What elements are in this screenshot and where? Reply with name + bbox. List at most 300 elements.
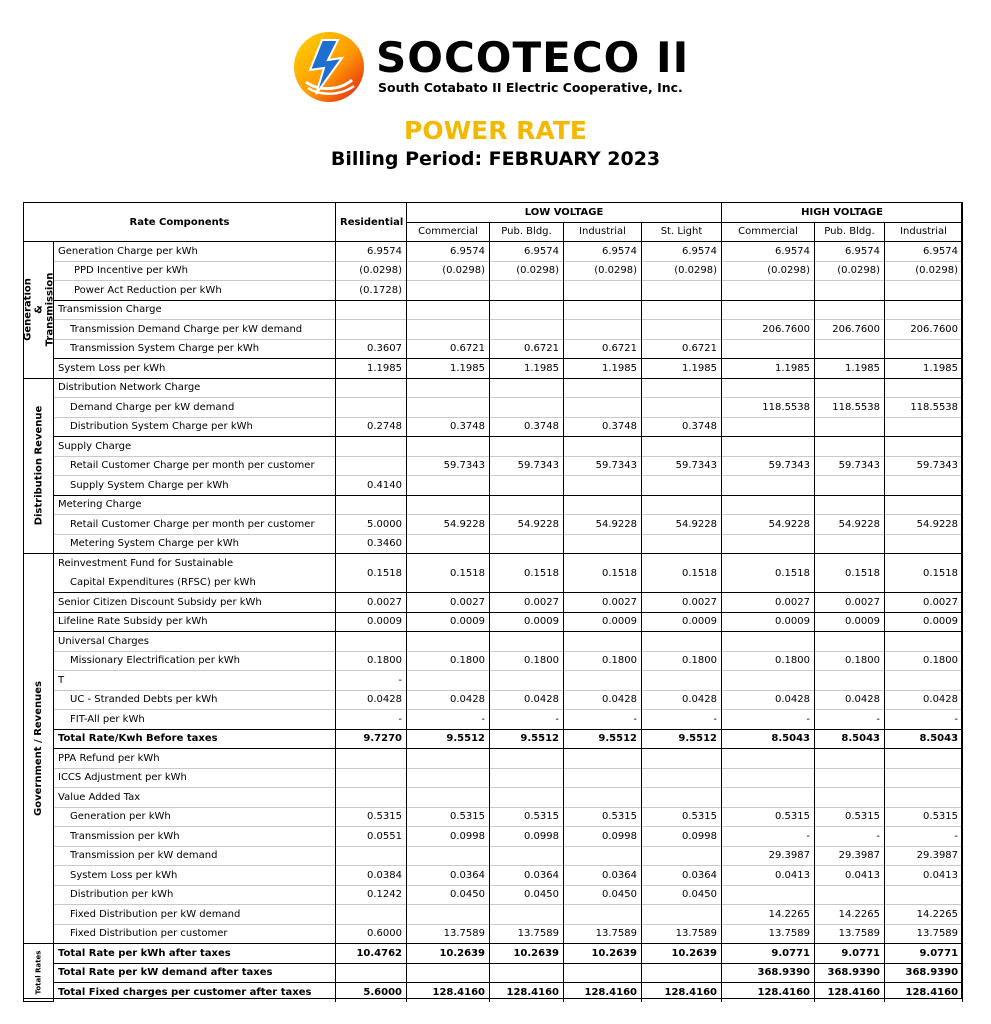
- rate-value: [885, 671, 963, 691]
- rate-value: [815, 437, 885, 457]
- rate-value: [815, 534, 885, 554]
- rate-value: -: [722, 827, 815, 847]
- rate-value: 0.1518: [336, 554, 407, 593]
- rate-value: 8.5043: [722, 729, 815, 749]
- rate-value: 0.5315: [490, 807, 564, 827]
- rate-value: 0.0428: [336, 690, 407, 710]
- rate-value: [336, 749, 407, 769]
- rate-value: [815, 300, 885, 320]
- rate-value: 6.9574: [885, 242, 963, 262]
- rate-value: 0.5315: [815, 807, 885, 827]
- row-label: T: [54, 671, 336, 691]
- rate-value: 9.5512: [564, 729, 642, 749]
- rate-value: 206.7600: [815, 320, 885, 340]
- billing-period: Billing Period: FEBRUARY 2023: [330, 148, 661, 170]
- rate-value: [336, 456, 407, 476]
- rate-value: [407, 534, 490, 554]
- rate-value: (0.1728): [336, 281, 407, 301]
- rate-value: 13.7589: [564, 924, 642, 944]
- rate-value: [407, 320, 490, 340]
- rate-value: 0.1800: [336, 651, 407, 671]
- col-rate-components: Rate Components: [24, 203, 336, 242]
- table-row: [24, 788, 963, 808]
- row-label: Transmission per kWh: [54, 827, 336, 847]
- row-label: Universal Charges: [54, 632, 336, 652]
- rate-value: 128.4160: [564, 983, 642, 1002]
- rate-value: [642, 320, 722, 340]
- rate-value: 0.0009: [642, 612, 722, 632]
- rate-value: 13.7589: [722, 924, 815, 944]
- rate-value: 6.9574: [815, 242, 885, 262]
- rate-value: [564, 300, 642, 320]
- rate-value: -: [407, 710, 490, 730]
- rate-value: [407, 300, 490, 320]
- group-label-text: Government / Revenues: [33, 681, 44, 816]
- table-row: [24, 710, 963, 730]
- row-label: [54, 554, 336, 593]
- rate-value: [722, 476, 815, 496]
- rate-value: [336, 788, 407, 808]
- rate-value: 118.5538: [815, 398, 885, 418]
- rate-value: [336, 495, 407, 515]
- table-row: [24, 456, 963, 476]
- rate-value: [642, 788, 722, 808]
- rate-value: 59.7343: [490, 456, 564, 476]
- rate-value: 128.4160: [642, 983, 722, 1002]
- rate-value: -: [336, 710, 407, 730]
- rate-value: 0.0009: [564, 612, 642, 632]
- rate-value: [407, 768, 490, 788]
- rate-value: 0.3748: [490, 417, 564, 437]
- rate-value: [885, 300, 963, 320]
- rate-value: 9.0771: [885, 944, 963, 964]
- rate-value: [722, 749, 815, 769]
- rate-value: [642, 768, 722, 788]
- table-row: [24, 671, 963, 691]
- brand-subtitle: South Cotabato II Electric Cooperative, Inc.: [378, 80, 683, 95]
- rate-value: [490, 963, 564, 983]
- rate-value: 368.9390: [815, 963, 885, 983]
- rate-value: 1.1985: [490, 359, 564, 379]
- rate-value: [490, 437, 564, 457]
- rate-value: 9.7270: [336, 729, 407, 749]
- rate-value: 0.0413: [815, 866, 885, 886]
- table-row: [24, 827, 963, 847]
- rate-value: 9.5512: [407, 729, 490, 749]
- document-header: [0, 0, 991, 200]
- group-label-dist: [24, 378, 54, 554]
- table-row: [24, 593, 963, 613]
- rate-value: [336, 905, 407, 925]
- table-row: [24, 768, 963, 788]
- col-hv-industrial: Industrial: [885, 222, 963, 242]
- rate-value: (0.0298): [885, 261, 963, 281]
- rate-value: 0.0998: [490, 827, 564, 847]
- rate-value: 9.0771: [815, 944, 885, 964]
- rate-value: 0.0027: [722, 593, 815, 613]
- rate-value: -: [490, 710, 564, 730]
- rate-value: [815, 495, 885, 515]
- rate-value: 0.1800: [722, 651, 815, 671]
- rate-value: -: [642, 710, 722, 730]
- table-row: [24, 378, 963, 398]
- row-label: Power Act Reduction per kWh: [54, 281, 336, 301]
- rate-value: [564, 534, 642, 554]
- rate-value: [885, 768, 963, 788]
- row-label: Missionary Electrification per kWh: [54, 651, 336, 671]
- row-label: Fixed Distribution per customer: [54, 924, 336, 944]
- row-label: Retail Customer Charge per month per customer: [54, 456, 336, 476]
- rate-value: [815, 417, 885, 437]
- rate-value: 1.1985: [407, 359, 490, 379]
- rate-value: [885, 534, 963, 554]
- table-row: [24, 632, 963, 652]
- rate-value: [885, 281, 963, 301]
- rate-value: [815, 378, 885, 398]
- rate-value: 0.0009: [490, 612, 564, 632]
- rate-value: [642, 749, 722, 769]
- rate-value: 0.1518: [642, 554, 722, 593]
- rate-value: 1.1985: [564, 359, 642, 379]
- rate-value: 1.1985: [815, 359, 885, 379]
- rate-value: 54.9228: [490, 515, 564, 535]
- rate-value: 206.7600: [722, 320, 815, 340]
- rate-value: 118.5538: [722, 398, 815, 418]
- rate-value: 0.0998: [642, 827, 722, 847]
- rate-value: 13.7589: [407, 924, 490, 944]
- rate-value: 29.3987: [815, 846, 885, 866]
- table-row: [24, 300, 963, 320]
- rate-value: [564, 846, 642, 866]
- rate-value: 0.6721: [642, 339, 722, 359]
- rate-value: (0.0298): [564, 261, 642, 281]
- rate-value: 0.3748: [407, 417, 490, 437]
- table-row: [24, 476, 963, 496]
- rate-value: [407, 905, 490, 925]
- rate-value: 59.7343: [642, 456, 722, 476]
- rate-value: [564, 281, 642, 301]
- rate-value: 0.0428: [564, 690, 642, 710]
- rate-value: 54.9228: [642, 515, 722, 535]
- rate-value: 13.7589: [885, 924, 963, 944]
- rate-value: 29.3987: [722, 846, 815, 866]
- rate-value: [564, 963, 642, 983]
- rate-value: 1.1985: [885, 359, 963, 379]
- rate-value: 0.3607: [336, 339, 407, 359]
- rate-value: 59.7343: [564, 456, 642, 476]
- rate-value: 0.5315: [722, 807, 815, 827]
- rate-value: [642, 398, 722, 418]
- rate-value: 9.5512: [490, 729, 564, 749]
- rate-value: (0.0298): [336, 261, 407, 281]
- rate-value: 0.0009: [722, 612, 815, 632]
- col-lv-pub-bldg: Pub. Bldg.: [490, 222, 564, 242]
- rate-value: [642, 963, 722, 983]
- table-row: [24, 534, 963, 554]
- rate-value: [336, 398, 407, 418]
- rate-value: 0.4140: [336, 476, 407, 496]
- rate-value: 0.0450: [564, 885, 642, 905]
- row-label: System Loss per kWh: [54, 866, 336, 886]
- row-label: Metering System Charge per kWh: [54, 534, 336, 554]
- rate-value: 0.3748: [642, 417, 722, 437]
- rate-value: 0.0998: [564, 827, 642, 847]
- rate-value: 59.7343: [407, 456, 490, 476]
- rate-value: 0.1800: [564, 651, 642, 671]
- rate-value: (0.0298): [815, 261, 885, 281]
- rate-value: 6.9574: [407, 242, 490, 262]
- group-label-text: Distribution Revenue: [33, 405, 44, 526]
- rate-value: 0.5315: [407, 807, 490, 827]
- rate-value: [885, 476, 963, 496]
- table-row: [24, 320, 963, 340]
- rate-value: 9.0771: [722, 944, 815, 964]
- rate-value: 0.0450: [490, 885, 564, 905]
- rate-value: 0.2748: [336, 417, 407, 437]
- row-label: Transmission Charge: [54, 300, 336, 320]
- rate-value: 128.4160: [885, 983, 963, 1002]
- row-label: Total Fixed charges per customer after taxes: [54, 983, 336, 1002]
- rate-value: [722, 632, 815, 652]
- rate-value: [564, 768, 642, 788]
- row-label: Retail Customer Charge per month per customer: [54, 515, 336, 535]
- table-row: [24, 437, 963, 457]
- rate-value: 0.0364: [564, 866, 642, 886]
- row-label: FIT-All per kWh: [54, 710, 336, 730]
- row-label: Total Rate per kW demand after taxes: [54, 963, 336, 983]
- row-label: Metering Charge: [54, 495, 336, 515]
- group-label-gov: [24, 554, 54, 944]
- rate-value: [642, 495, 722, 515]
- rate-value: 14.2265: [815, 905, 885, 925]
- rate-value: 0.0428: [722, 690, 815, 710]
- rate-value: 6.9574: [642, 242, 722, 262]
- rate-value: 14.2265: [722, 905, 815, 925]
- row-label: ICCS Adjustment per kWh: [54, 768, 336, 788]
- table-row: [24, 554, 963, 593]
- rate-value: [490, 671, 564, 691]
- rate-value: [722, 300, 815, 320]
- row-label: Transmission Demand Charge per kW demand: [54, 320, 336, 340]
- rate-value: [407, 398, 490, 418]
- rate-value: [490, 300, 564, 320]
- rate-value: 0.0384: [336, 866, 407, 886]
- rate-value: (0.0298): [642, 261, 722, 281]
- rate-value: 0.1518: [722, 554, 815, 593]
- table-row: [24, 885, 963, 905]
- rate-value: 0.0027: [407, 593, 490, 613]
- rate-value: 13.7589: [815, 924, 885, 944]
- table-row: [24, 261, 963, 281]
- rate-value: 0.0027: [642, 593, 722, 613]
- rate-value: [815, 768, 885, 788]
- rate-value: [490, 398, 564, 418]
- rate-value: 0.0009: [336, 612, 407, 632]
- rate-value: 0.5315: [885, 807, 963, 827]
- rate-value: [490, 905, 564, 925]
- row-label: Distribution per kWh: [54, 885, 336, 905]
- rate-value: [490, 320, 564, 340]
- rate-value: 5.6000: [336, 983, 407, 1002]
- rate-value: 0.1800: [490, 651, 564, 671]
- rate-value: 1.1985: [336, 359, 407, 379]
- rate-value: [815, 749, 885, 769]
- table-row: [24, 983, 963, 1002]
- table-row: [24, 749, 963, 769]
- row-label: PPD Incentive per kWh: [54, 261, 336, 281]
- rate-value: 59.7343: [815, 456, 885, 476]
- rate-value: 0.1518: [490, 554, 564, 593]
- col-lv-st-light: St. Light: [642, 222, 722, 242]
- group-label-tot: [24, 944, 54, 1002]
- rate-value: [885, 788, 963, 808]
- rate-value: 0.1242: [336, 885, 407, 905]
- rate-value: [564, 437, 642, 457]
- rate-value: 0.1518: [815, 554, 885, 593]
- row-label: Supply Charge: [54, 437, 336, 457]
- rate-value: [642, 300, 722, 320]
- rate-value: [564, 476, 642, 496]
- table-row: [24, 359, 963, 379]
- rate-value: [642, 905, 722, 925]
- rate-value: [336, 437, 407, 457]
- table-row: [24, 924, 963, 944]
- rate-value: 29.3987: [885, 846, 963, 866]
- rate-value: 0.0027: [564, 593, 642, 613]
- rate-value: [490, 846, 564, 866]
- row-label: Transmission per kW demand: [54, 846, 336, 866]
- col-low-voltage: LOW VOLTAGE: [407, 203, 722, 223]
- row-label: Supply System Charge per kWh: [54, 476, 336, 496]
- rate-value: 5.0000: [336, 515, 407, 535]
- rate-value: 0.0027: [490, 593, 564, 613]
- rate-value: 0.0009: [407, 612, 490, 632]
- rate-value: 0.1518: [885, 554, 963, 593]
- rate-value: [490, 495, 564, 515]
- rate-value: [885, 885, 963, 905]
- rate-value: -: [564, 710, 642, 730]
- rate-value: [336, 632, 407, 652]
- table-row: [24, 866, 963, 886]
- table-row: [24, 515, 963, 535]
- group-label-text: Generation & Transmission: [22, 272, 55, 347]
- rate-value: 8.5043: [815, 729, 885, 749]
- row-label: Distribution System Charge per kWh: [54, 417, 336, 437]
- rate-value: 128.4160: [407, 983, 490, 1002]
- row-label: Generation Charge per kWh: [54, 242, 336, 262]
- rate-value: [885, 378, 963, 398]
- rate-value: [815, 339, 885, 359]
- rate-value: [642, 378, 722, 398]
- rate-value: [564, 320, 642, 340]
- rate-value: [407, 963, 490, 983]
- rate-value: [722, 534, 815, 554]
- row-label: Generation per kWh: [54, 807, 336, 827]
- row-label: UC - Stranded Debts per kWh: [54, 690, 336, 710]
- rate-value: [407, 749, 490, 769]
- table-row: [24, 495, 963, 515]
- rate-value: [564, 495, 642, 515]
- row-label: Distribution Network Charge: [54, 378, 336, 398]
- rate-value: 0.0413: [885, 866, 963, 886]
- rate-value: 0.6721: [490, 339, 564, 359]
- table-row: [24, 690, 963, 710]
- rate-value: 206.7600: [885, 320, 963, 340]
- rate-value: 0.3748: [564, 417, 642, 437]
- rate-value: [642, 437, 722, 457]
- rate-value: [490, 281, 564, 301]
- rate-value: 0.0428: [815, 690, 885, 710]
- rate-value: 54.9228: [407, 515, 490, 535]
- table-row: [24, 651, 963, 671]
- rate-value: 0.0413: [722, 866, 815, 886]
- rate-value: 59.7343: [722, 456, 815, 476]
- rate-value: 0.0998: [407, 827, 490, 847]
- rate-value: 0.0428: [885, 690, 963, 710]
- rate-value: 54.9228: [885, 515, 963, 535]
- rate-value: [722, 885, 815, 905]
- rate-value: 13.7589: [490, 924, 564, 944]
- rate-value: 118.5538: [885, 398, 963, 418]
- rate-value: -: [815, 827, 885, 847]
- rate-value: [407, 671, 490, 691]
- rate-value: 10.4762: [336, 944, 407, 964]
- rate-value: 0.0450: [407, 885, 490, 905]
- rate-value: 0.6000: [336, 924, 407, 944]
- rate-value: [722, 671, 815, 691]
- table-row: [24, 242, 963, 262]
- rate-value: [885, 495, 963, 515]
- rate-value: [336, 378, 407, 398]
- row-label: Lifeline Rate Subsidy per kWh: [54, 612, 336, 632]
- rate-value: -: [885, 827, 963, 847]
- rate-value: 59.7343: [885, 456, 963, 476]
- col-residential: Residential: [336, 203, 407, 242]
- rate-value: 9.5512: [642, 729, 722, 749]
- rate-value: 128.4160: [722, 983, 815, 1002]
- rate-value: [407, 437, 490, 457]
- rate-value: 0.5315: [642, 807, 722, 827]
- rate-value: 0.0428: [642, 690, 722, 710]
- rate-value: [490, 768, 564, 788]
- table-row: [24, 963, 963, 983]
- row-label: Total Rate per kWh after taxes: [54, 944, 336, 964]
- rate-value: [885, 749, 963, 769]
- rate-value: 10.2639: [490, 944, 564, 964]
- rate-value: [722, 417, 815, 437]
- rate-value: 128.4160: [815, 983, 885, 1002]
- rate-value: 54.9228: [564, 515, 642, 535]
- rate-value: [722, 788, 815, 808]
- rate-value: 0.5315: [336, 807, 407, 827]
- rate-value: [885, 437, 963, 457]
- rate-value: 54.9228: [815, 515, 885, 535]
- rate-value: 0.0027: [815, 593, 885, 613]
- rate-value: [722, 495, 815, 515]
- rate-value: 0.0009: [815, 612, 885, 632]
- rate-value: [885, 632, 963, 652]
- rate-value: -: [815, 710, 885, 730]
- rate-value: 0.6721: [564, 339, 642, 359]
- rate-value: [815, 281, 885, 301]
- rate-value: [564, 905, 642, 925]
- brand-name: SOCOTECO II: [376, 33, 690, 82]
- row-label: Demand Charge per kW demand: [54, 398, 336, 418]
- table-row: [24, 905, 963, 925]
- rate-value: 10.2639: [564, 944, 642, 964]
- rate-value: 14.2265: [885, 905, 963, 925]
- table-row: [24, 944, 963, 964]
